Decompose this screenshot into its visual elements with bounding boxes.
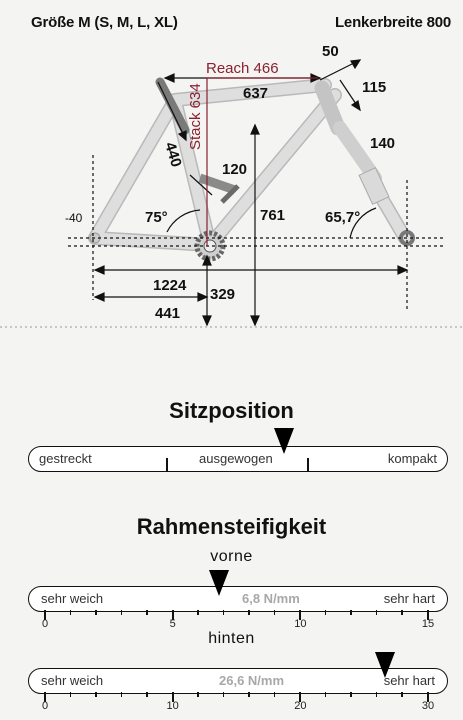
sitz-divider-left <box>166 458 168 472</box>
ruler-tick-label: 20 <box>294 700 307 712</box>
bb-drop-label: -40 <box>65 211 83 225</box>
ruler-tick <box>70 692 72 697</box>
bike-geometry-diagram <box>0 0 463 340</box>
ruler-tick <box>95 610 97 615</box>
ruler-tick-label: 10 <box>166 700 179 712</box>
ruler-tick <box>325 610 327 615</box>
sitzposition-scale <box>28 446 448 472</box>
rear-left-label: sehr weich <box>41 673 104 688</box>
seat-tube-label: 440 <box>161 140 185 170</box>
ruler-tick <box>223 692 225 697</box>
front-stiffness-scale <box>28 586 448 612</box>
seat-offset-label: 120 <box>222 161 248 178</box>
front-left-label: sehr weich <box>41 591 104 606</box>
bike-frame <box>90 82 413 259</box>
rahmensteifigkeit-title: Rahmensteifigkeit <box>136 514 327 539</box>
sitzposition-title: Sitzposition <box>169 398 294 423</box>
rear-value: 26,6 N/mm <box>219 673 285 688</box>
ruler-tick <box>121 610 123 615</box>
wheelbase-label: 1224 <box>153 277 187 294</box>
sitz-mid-label: ausgewogen <box>199 451 273 466</box>
ruler-tick-label: 0 <box>41 700 49 712</box>
ruler-tick-label: 15 <box>421 618 435 630</box>
ruler-tick <box>325 692 327 697</box>
ruler-tick <box>401 692 403 697</box>
ruler-tick <box>146 610 148 615</box>
headset-label: 115 <box>362 79 387 96</box>
front-label: vorne <box>210 548 253 565</box>
size-label: Größe M (S, M, L, XL) <box>31 14 178 31</box>
ruler-tick <box>401 610 403 615</box>
ruler-tick <box>95 692 97 697</box>
seat-angle-label: 75° <box>145 209 168 226</box>
top-tube-label: 637 <box>243 85 269 102</box>
ruler-tick <box>350 692 352 697</box>
front-right-label: sehr hart <box>383 591 435 606</box>
head-angle-label: 65,7° <box>325 209 361 226</box>
ruler-tick-label: 5 <box>169 618 176 630</box>
ruler-tick <box>146 692 148 697</box>
rear-stiffness-marker <box>375 652 395 678</box>
ruler-tick <box>248 610 250 615</box>
ruler-tick <box>376 692 378 697</box>
ruler-tick <box>121 692 123 697</box>
ruler-tick-label: 0 <box>41 618 49 630</box>
rear-right-label: sehr hart <box>383 673 435 688</box>
ruler-tick <box>197 692 199 697</box>
ruler-tick <box>223 610 225 615</box>
ruler-tick <box>376 610 378 615</box>
rear-label: hinten <box>208 630 255 647</box>
ruler-tick-label: 10 <box>294 618 307 630</box>
stem-label: 50 <box>322 43 339 60</box>
sitzposition-marker <box>274 428 294 454</box>
ruler-tick <box>350 610 352 615</box>
sitz-divider-right <box>307 458 309 472</box>
front-stiffness-marker <box>209 570 229 596</box>
height-761-label: 761 <box>260 207 286 224</box>
ruler-tick <box>274 610 276 615</box>
chainstay-label: 441 <box>155 305 181 322</box>
ruler-tick <box>248 692 250 697</box>
sitz-right-label: kompakt <box>387 451 437 466</box>
front-center-label: 329 <box>210 286 236 303</box>
ruler-tick <box>70 610 72 615</box>
front-value: 6,8 N/mm <box>242 591 300 606</box>
stack-label: Stack 634 <box>187 83 204 150</box>
handlebar-width-label: Lenkerbreite 800 <box>334 14 451 31</box>
ruler-tick-label: 30 <box>421 700 435 712</box>
head-tube-label: 140 <box>370 135 396 152</box>
reach-label: Reach 466 <box>206 60 279 77</box>
sitz-left-label: gestreckt <box>39 451 92 466</box>
ruler-tick <box>197 610 199 615</box>
ruler-tick <box>274 692 276 697</box>
